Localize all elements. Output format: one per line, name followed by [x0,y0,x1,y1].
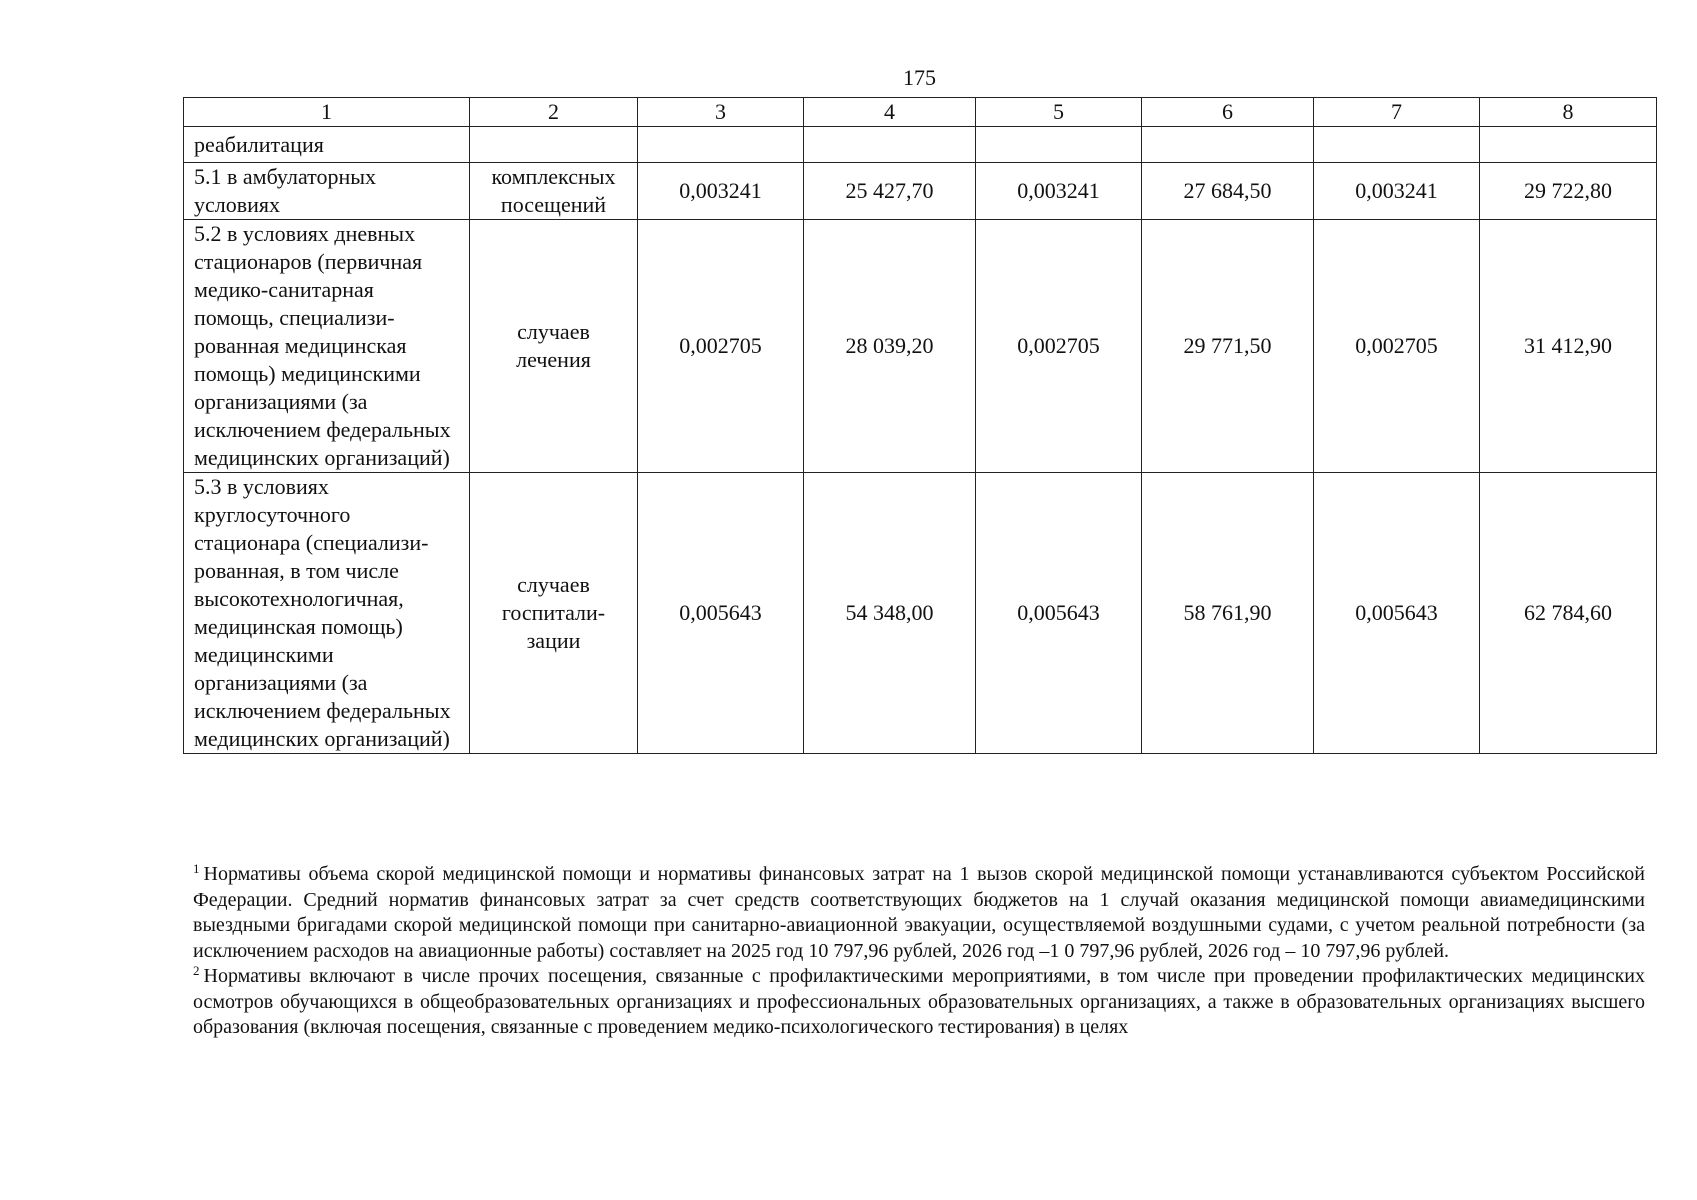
row-name: 5.1 в амбулаторных условиях [184,163,470,220]
footnote [193,964,1645,1041]
row-unit [470,127,638,163]
col-header: 5 [976,98,1142,127]
cell-value: 58 761,90 [1142,473,1314,754]
cell-value [1480,127,1657,163]
footnote-mark: 1 [193,861,200,876]
table-row [184,127,1657,163]
cell-value [638,127,804,163]
cell-value: 0,005643 [1314,473,1480,754]
row-unit: случаев госпитали-зации [470,473,638,754]
col-header: 3 [638,98,804,127]
footnote-text: Нормативы объема скорой медицинской помощи и нормативы финансовых затрат на 1 вызов скорой медицинской помощи устанавливаются субъектом Российской Федерации. Средний норматив финансовых затрат за счет средств соответствующих бюджетов на 1 случай оказания медицинской помощи авиамедицинскими выездными бригадами скорой медицинской помощи при санитарно-авиационной эвакуации, осуществляемой воздушными судами, с учетом реальной потребности (за исключением расходов на авиационные работы) составляет на 2025 год 10 797,96 рублей, 2026 год –1 0 797,96 рублей, 2026 год – 10 797,96 рублей. [193,863,1645,962]
normatives-table [183,97,1657,754]
table-row [184,163,1657,220]
cell-value: 0,003241 [638,163,804,220]
page-number: 175 [903,65,936,90]
row-unit: комплексных посещений [470,163,638,220]
row-name: реабилитация [184,127,470,163]
cell-value: 54 348,00 [804,473,976,754]
header-row [184,98,1657,127]
cell-value [1142,127,1314,163]
row-unit: случаев лечения [470,220,638,473]
cell-value: 0,002705 [1314,220,1480,473]
cell-value [1314,127,1480,163]
footnotes [193,862,1645,1041]
cell-value: 28 039,20 [804,220,976,473]
cell-value: 0,005643 [976,473,1142,754]
col-header: 6 [1142,98,1314,127]
table-row [184,220,1657,473]
footnote [193,862,1645,964]
cell-value: 0,002705 [976,220,1142,473]
cell-value: 31 412,90 [1480,220,1657,473]
cell-value: 0,005643 [638,473,804,754]
col-header: 4 [804,98,976,127]
cell-value: 0,003241 [976,163,1142,220]
cell-value: 25 427,70 [804,163,976,220]
col-header: 2 [470,98,638,127]
col-header: 8 [1480,98,1657,127]
footnote-mark: 2 [193,963,200,978]
table-row [184,473,1657,754]
row-name: 5.2 в условиях дневных стационаров (первичная медико-санитарная помощь, специализи-рованная медицинская помощь) медицинскими организациями (за исключением федеральных медицинских организаций) [184,220,470,473]
col-header: 7 [1314,98,1480,127]
cell-value: 0,003241 [1314,163,1480,220]
col-header: 1 [184,98,470,127]
cell-value [976,127,1142,163]
cell-value: 0,002705 [638,220,804,473]
row-name: 5.3 в условиях круглосуточного стационара (специализи-рованная, в том числе высокотехнологичная, медицинская помощь) медицинскими организациями (за исключением федеральных медицинских организаций) [184,473,470,754]
cell-value: 29 722,80 [1480,163,1657,220]
cell-value: 29 771,50 [1142,220,1314,473]
cell-value: 62 784,60 [1480,473,1657,754]
cell-value [804,127,976,163]
footnote-text: Нормативы включают в числе прочих посещения, связанные с профилактическими мероприятиями, в том числе при проведении профилактических медицинских осмотров обучающихся в общеобразовательных организациях и профессиональных образовательных организациях, а также в образовательных организациях высшего образования (включая посещения, связанные с проведением медико-психологического тестирования) в целях [193,965,1645,1038]
cell-value: 27 684,50 [1142,163,1314,220]
